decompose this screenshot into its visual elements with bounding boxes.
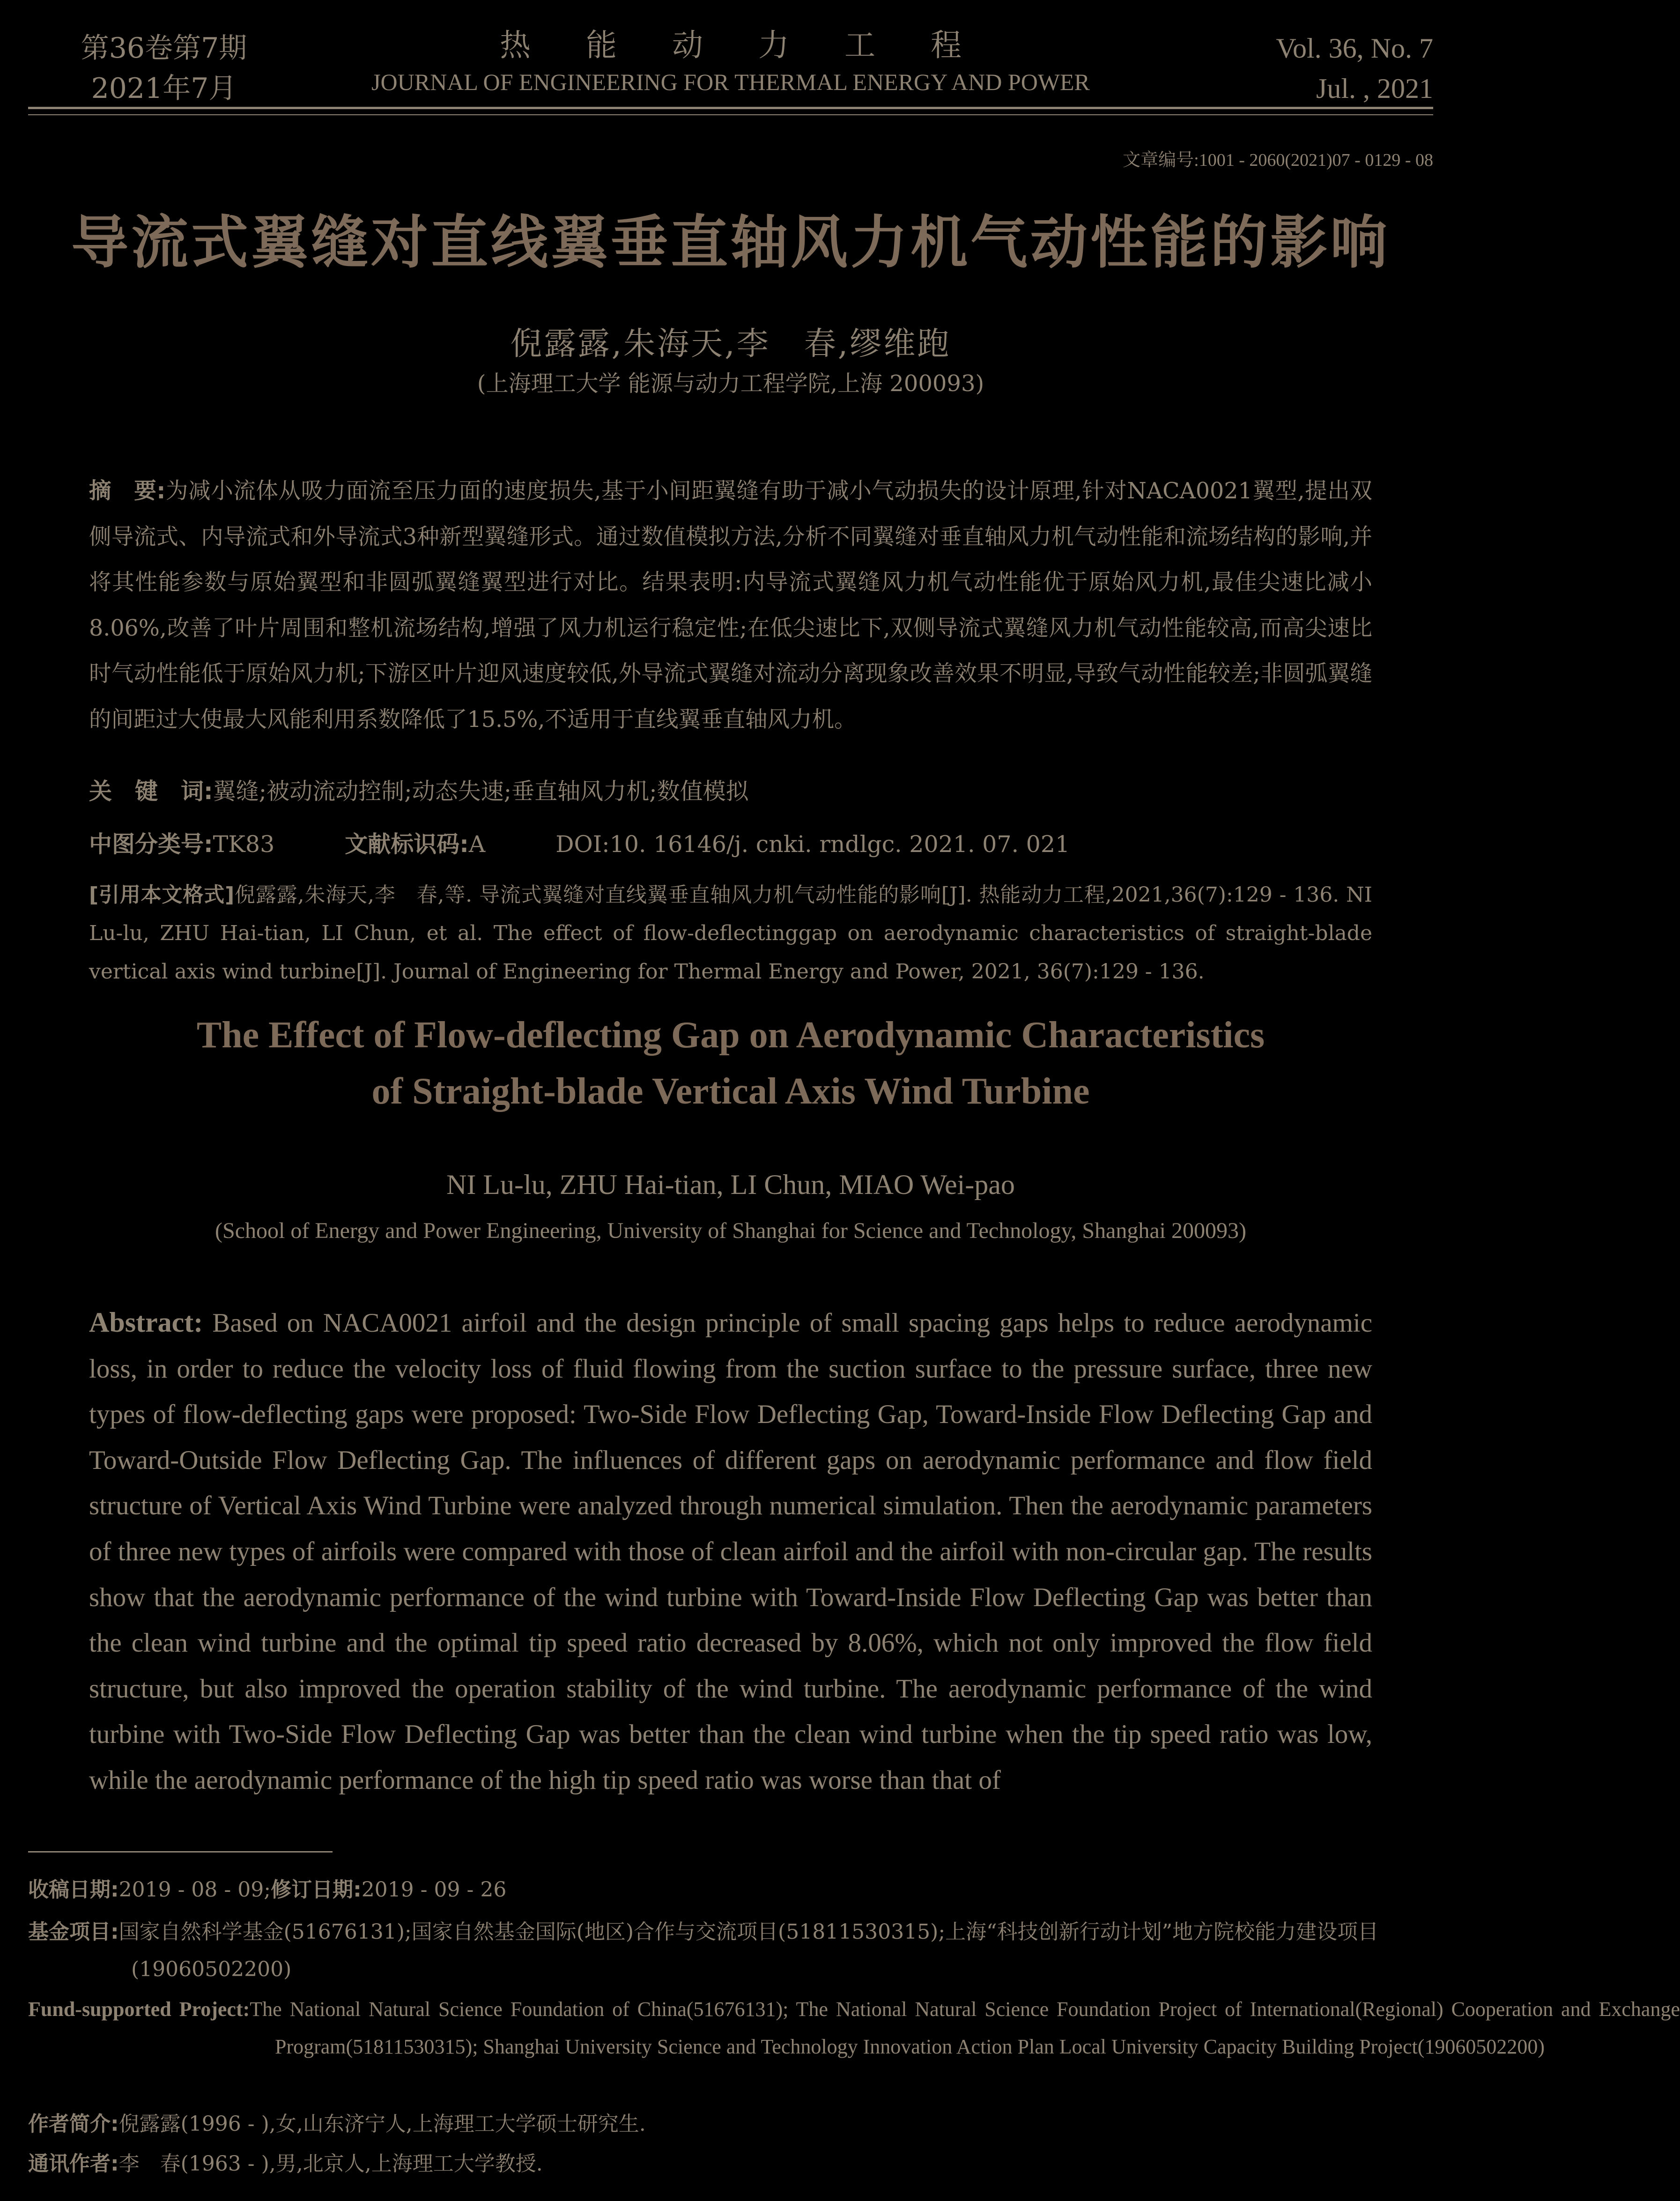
- paper-title-en-line1: The Effect of Flow-deflecting Gap on Aerodynamic Characteristics: [196, 1015, 1265, 1056]
- keywords-label: 关 键 词:: [89, 778, 213, 805]
- classification-line: [89, 823, 1372, 866]
- affiliation-cn: (上海理工大学 能源与动力工程学院,上海 200093): [477, 371, 984, 397]
- keywords-cn: [89, 771, 1372, 813]
- date-en: Jul. , 2021: [1316, 73, 1433, 104]
- doc-code-value: A: [468, 831, 486, 858]
- revised-label: 修订日期:: [271, 1878, 362, 1902]
- authors-cn: 倪露露,朱海天,李 春,缪维跑: [510, 326, 951, 363]
- affiliation-en: (School of Energy and Power Engineering, University of Shanghai for Science and Technology, Shanghai 200093): [215, 1218, 1246, 1243]
- footnote-fund-cn: [28, 1913, 1536, 1988]
- received-label: 收稿日期:: [28, 1878, 119, 1902]
- journal-name: [328, 25, 1133, 98]
- header-rule-thick: [28, 107, 1433, 109]
- footnote-corresponding: [28, 2145, 1433, 2183]
- header-rule-thin: [28, 114, 1433, 115]
- journal-issue-cn: [56, 28, 272, 109]
- keywords-text: 翼缝;被动流动控制;动态失速;垂直轴风力机;数值模拟: [213, 778, 749, 805]
- article-number: 文章编号:1001 - 2060(2021)07 - 0129 - 08: [1123, 150, 1433, 170]
- footnote-dates: [28, 1871, 1433, 1909]
- doc-code-label: 文献标识码:: [345, 831, 469, 858]
- citation-label: [引用本文格式]: [89, 883, 235, 907]
- abstract-cn-label: 摘 要:: [89, 478, 166, 504]
- corresponding-label: 通讯作者:: [28, 2152, 119, 2176]
- received-date: 2019 - 08 - 09;: [118, 1878, 271, 1902]
- volume-cn: 第36卷第7期: [81, 32, 247, 65]
- author-bio-label: 作者简介:: [28, 2112, 119, 2136]
- clc-label: 中图分类号:: [89, 831, 213, 858]
- abstract-en-label: Abstract:: [89, 1307, 203, 1338]
- fund-en-label: Fund-supported Project:: [28, 1998, 250, 2021]
- revised-date: 2019 - 09 - 26: [361, 1878, 507, 1902]
- journal-name-cn: 热能动力工程: [500, 27, 1017, 63]
- journal-name-en: JOURNAL OF ENGINEERING FOR THERMAL ENERGY AND POWER: [371, 69, 1090, 95]
- date-cn: 2021年7月: [91, 72, 237, 105]
- abstract-en-text: Based on NACA0021 airfoil and the design principle of small spacing gaps helps to reduce aerodynamic loss, in order to reduce the velocity loss of fluid flowing from the suction surface to the pressure surface, three new types of flow-deflecting gaps were proposed: Two-Side Flow Deflecting Gap, Toward-Inside Flow Deflecting Gap and Toward-Outside Flow Deflecting Gap. The influences of different gaps on aerodynamic performance and flow field structure of Vertical Axis Wind Turbine were analyzed through numerical simulation. Then the aerodynamic parameters of three new types of airfoils were compared with those of clean airfoil and the airfoil with non-circular gap. The results show that the aerodynamic performance of the wind turbine with Toward-Inside Flow Deflecting Gap was better than the clean wind turbine and the optimal tip speed ratio decreased by 8.06%, which not only improved the flow field structure, but also improved the operation stability of the wind turbine. The aerodynamic performance of the wind turbine with Two-Side Flow Deflecting Gap was better than the clean wind turbine when the tip speed ratio was low, while the aerodynamic performance of the high tip speed ratio was worse than that of: [89, 1308, 1372, 1795]
- journal-issue-en: [1190, 28, 1433, 109]
- footnote-rule: [28, 1851, 333, 1853]
- paper-title-en-line2: of Straight-blade Vertical Axis Wind Turbine: [371, 1071, 1090, 1112]
- fund-label: 基金项目:: [28, 1920, 119, 1944]
- clc-value: TK83: [213, 831, 275, 858]
- fund-text: 国家自然科学基金(51676131);国家自然基金国际(地区)合作与交流项目(51811530315);上海“科技创新行动计划”地方院校能力建设项目(19060502200): [118, 1920, 1379, 1981]
- footnote-author: [28, 2105, 1433, 2143]
- abstract-cn: [89, 468, 1372, 742]
- paper-title-cn: 导流式翼缝对直线翼垂直轴风力机气动性能的影响: [71, 209, 1390, 276]
- volume-en: Vol. 36, No. 7: [1276, 33, 1433, 64]
- author-bio-text: 倪露露(1996 - ),女,山东济宁人,上海理工大学硕士研究生.: [118, 2112, 646, 2136]
- corresponding-text: 李 春(1963 - ),男,北京人,上海理工大学教授.: [118, 2152, 543, 2176]
- citation: [89, 876, 1372, 991]
- abstract-en: [89, 1300, 1372, 1803]
- authors-en: NI Lu-lu, ZHU Hai-tian, LI Chun, MIAO Wei-pao: [446, 1169, 1015, 1200]
- fund-en-text: The National Natural Science Foundation of China(51676131); The National Natural Science Foundation Project of International(Regional) Cooperation and Exchange Program(51811530315); Shanghai University Science and Technology Innovation Action Plan Local University Capacity Building Project(19060502200): [250, 1998, 1680, 2058]
- paper-title-en: [0, 1007, 1461, 1119]
- footnote-fund-en: [28, 1991, 1680, 2066]
- abstract-cn-text: 为减小流体从吸力面流至压力面的速度损失,基于小间距翼缝有助于减小气动损失的设计原理,针对NACA0021翼型,提出双侧导流式、内导流式和外导流式3种新型翼缝形式。通过数值模拟方法,分析不同翼缝对垂直轴风力机气动性能和流场结构的影响,并将其性能参数与原始翼型和非圆弧翼缝翼型进行对比。结果表明:内导流式翼缝风力机气动性能优于原始风力机,最佳尖速比减小8.06%,改善了叶片周围和整机流场结构,增强了风力机运行稳定性;在低尖速比下,双侧导流式翼缝风力机气动性能较高,而高尖速比时气动性能低于原始风力机;下游区叶片迎风速度较低,外导流式翼缝对流动分离现象改善效果不明显,导致气动性能较差;非圆弧翼缝的间距过大使最大风能利用系数降低了15.5%,不适用于直线翼垂直轴风力机。: [89, 478, 1372, 733]
- doi: DOI:10. 16146/j. cnki. rndlgc. 2021. 07. 021: [555, 831, 1070, 858]
- citation-text: 倪露露,朱海天,李 春,等. 导流式翼缝对直线翼垂直轴风力机气动性能的影响[J]. 热能动力工程,2021,36(7):129 - 136. NI Lu-lu, ZHU Hai-tian, LI Chun, et al. The effect of flow-deflectinggap on aerodynamic characteristics of straight-blade vertical axis wind turbine[J]. Journal of Engineering for Thermal Energy and Power, 2021, 36(7):129 - 136.: [89, 883, 1372, 984]
